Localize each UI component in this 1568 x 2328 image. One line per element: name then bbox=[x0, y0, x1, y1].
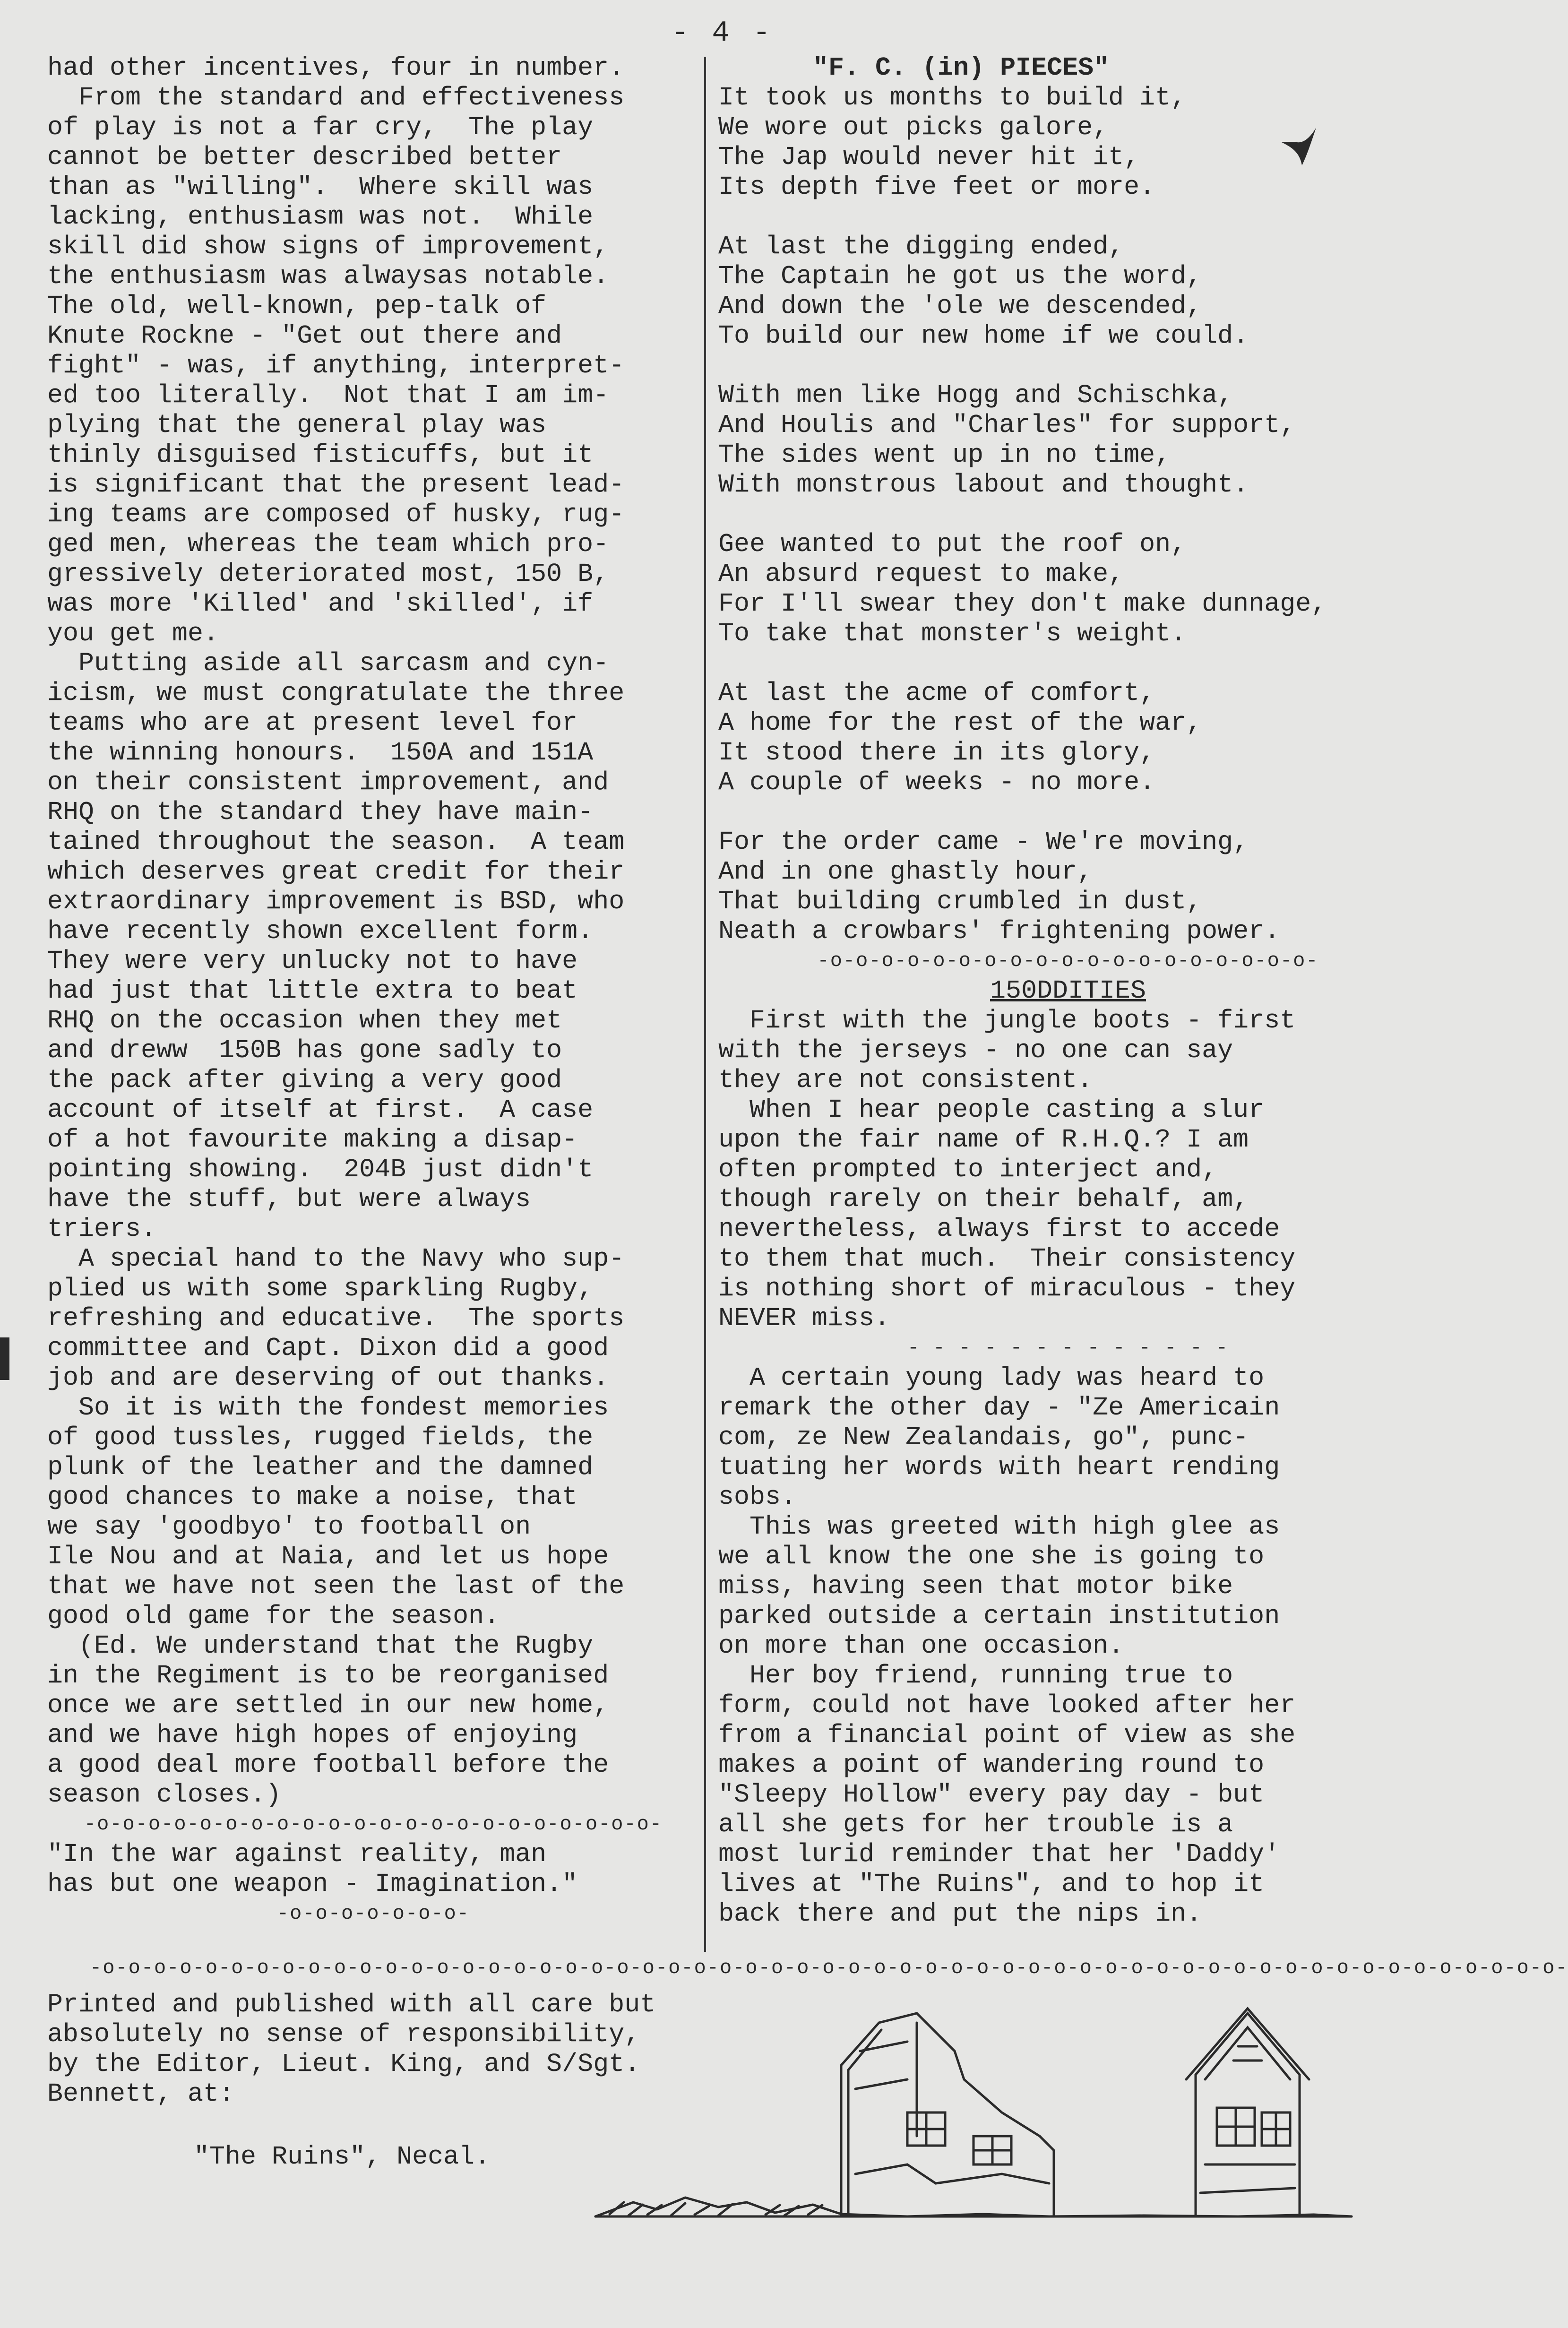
page-number: - 4 - bbox=[671, 16, 774, 50]
separator-line: -o-o-o-o-o-o-o-o-o-o-o-o-o-o-o-o-o-o-o- bbox=[817, 949, 1319, 972]
oddities-line: upon the fair name of R.H.Q.? I am bbox=[718, 1125, 1249, 1155]
poem-line: It stood there in its glory, bbox=[718, 738, 1155, 767]
oddities-line: they are not consistent. bbox=[718, 1065, 1093, 1095]
oddities-line: com, ze New Zealandais, go", punc- bbox=[718, 1423, 1249, 1452]
poem-line: And Houlis and "Charles" for support, bbox=[718, 410, 1296, 440]
article-line: gressively deteriorated most, 150 B, bbox=[47, 559, 609, 589]
poem bbox=[718, 83, 1418, 946]
oddities-line: When I hear people casting a slur bbox=[718, 1095, 1265, 1125]
poem-line: With monstrous labout and thought. bbox=[718, 470, 1249, 500]
article-line: than as "willing". Where skill was bbox=[47, 172, 594, 202]
article-line: RHQ on the occasion when they met bbox=[47, 1006, 562, 1035]
oddities-line: tuating her words with heart rending bbox=[718, 1452, 1280, 1482]
oddities-line: NEVER miss. bbox=[718, 1303, 890, 1333]
oddities-line: to them that much. Their consistency bbox=[718, 1244, 1296, 1274]
right-column bbox=[718, 53, 1418, 1929]
article-line: (Ed. We understand that the Rugby bbox=[47, 1631, 594, 1661]
article-line: the pack after giving a very good bbox=[47, 1065, 562, 1095]
poem-line: To take that monster's weight. bbox=[718, 619, 1187, 648]
article-line: of a hot favourite making a disap- bbox=[47, 1125, 578, 1155]
article-line: was more 'Killed' and 'skilled', if bbox=[47, 589, 594, 619]
poem-line: It took us months to build it, bbox=[718, 83, 1187, 112]
poem-line: Its depth five feet or more. bbox=[718, 172, 1155, 202]
article-line: The old, well-known, pep-talk of bbox=[47, 291, 547, 321]
full-width-separator: -o-o-o-o-o-o-o-o-o-o-o-o-o-o-o-o-o-o-o-o-o-o-o-o-o-o-o-o-o-o-o-o-o-o-o-o-o-o-o-o-o-o-o-o-o-o-o-o-o-o-o-o-o-o-o-o-o- bbox=[90, 1957, 1568, 1979]
ruins-drawing bbox=[577, 1994, 1370, 2240]
oddities-line: with the jerseys - no one can say bbox=[718, 1035, 1233, 1065]
stanza-gap bbox=[718, 202, 1418, 232]
oddities-line: remark the other day - "Ze Americain bbox=[718, 1393, 1280, 1423]
oddities-line: nevertheless, always first to accede bbox=[718, 1214, 1280, 1244]
article-line: of play is not a far cry, The play bbox=[47, 112, 594, 142]
stanza-gap bbox=[718, 500, 1418, 529]
oddities-line: makes a point of wandering round to bbox=[718, 1750, 1265, 1780]
oddities-line: miss, having seen that motor bike bbox=[718, 1571, 1233, 1601]
article-line: of good tussles, rugged fields, the bbox=[47, 1423, 594, 1452]
oddities-line: First with the jungle boots - first bbox=[718, 1006, 1296, 1035]
poem-line: For the order came - We're moving, bbox=[718, 827, 1249, 857]
stanza-gap bbox=[718, 351, 1418, 380]
imprint-line: absolutely no sense of responsibility, bbox=[47, 2019, 640, 2049]
oddities-line: though rarely on their behalf, am, bbox=[718, 1184, 1249, 1214]
poem-line: And in one ghastly hour, bbox=[718, 857, 1093, 887]
article-line: have the stuff, but were always bbox=[47, 1184, 531, 1214]
article-line: tained throughout the season. A team bbox=[47, 827, 625, 857]
article-line: icism, we must congratulate the three bbox=[47, 678, 625, 708]
quote-line: has but one weapon - Imagination." bbox=[47, 1869, 578, 1899]
poem-line: At last the acme of comfort, bbox=[718, 678, 1155, 708]
oddities-line: This was greeted with high glee as bbox=[718, 1512, 1280, 1542]
article-line: the winning honours. 150A and 151A bbox=[47, 738, 594, 767]
article-line: had other incentives, four in number. bbox=[47, 53, 625, 83]
article-line: which deserves great credit for their bbox=[47, 857, 625, 887]
poem-line: An absurd request to make, bbox=[718, 559, 1124, 589]
separator-line: -o-o-o-o-o-o-o-o-o-o-o-o-o-o-o-o-o-o-o-o-o-o- bbox=[84, 1813, 663, 1836]
margin-mark bbox=[0, 1337, 9, 1380]
article-line: fight" - was, if anything, interpret- bbox=[47, 351, 625, 380]
article-line: job and are deserving of out thanks. bbox=[47, 1363, 609, 1393]
poem-line: The Captain he got us the word, bbox=[718, 261, 1202, 291]
article-line: refreshing and educative. The sports bbox=[47, 1303, 625, 1333]
article-line: Knute Rockne - "Get out there and bbox=[47, 321, 562, 351]
oddities-line: Her boy friend, running true to bbox=[718, 1661, 1233, 1690]
article-line: the enthusiasm was alwaysas notable. bbox=[47, 261, 609, 291]
separator-line: -o-o-o-o-o-o-o- bbox=[276, 1902, 470, 1925]
article-line: A special hand to the Navy who sup- bbox=[47, 1244, 625, 1274]
imprint-line: Bennett, at: bbox=[47, 2079, 235, 2109]
article-line: They were very unlucky not to have bbox=[47, 946, 578, 976]
article-line: teams who are at present level for bbox=[47, 708, 578, 738]
football-article bbox=[47, 53, 699, 1810]
oddities-line: back there and put the nips in. bbox=[718, 1899, 1202, 1929]
article-line: good chances to make a noise, that bbox=[47, 1482, 578, 1512]
poem-stanza bbox=[718, 380, 1418, 500]
poem-line: To build our new home if we could. bbox=[718, 321, 1249, 351]
article-line: triers. bbox=[47, 1214, 157, 1244]
article-line: you get me. bbox=[47, 619, 219, 648]
poem-line: For I'll swear they don't make dunnage, bbox=[718, 589, 1327, 619]
article-line: skill did show signs of improvement, bbox=[47, 232, 609, 261]
oddities-line: is nothing short of miraculous - they bbox=[718, 1274, 1296, 1303]
oddities-line: most lurid reminder that her 'Daddy' bbox=[718, 1839, 1280, 1869]
dash-separator: - - - - - - - - - - - - - bbox=[907, 1336, 1229, 1359]
article-line: and we have high hopes of enjoying bbox=[47, 1720, 578, 1750]
oddities-line: "Sleepy Hollow" every pay day - but bbox=[718, 1780, 1265, 1810]
poem-line: Gee wanted to put the roof on, bbox=[718, 529, 1187, 559]
article-line: ged men, whereas the team which pro- bbox=[47, 529, 609, 559]
poem-line: With men like Hogg and Schischka, bbox=[718, 380, 1233, 410]
poem-line: The Jap would never hit it, bbox=[718, 142, 1140, 172]
stanza-gap bbox=[718, 797, 1418, 827]
oddities-line: often prompted to interject and, bbox=[718, 1155, 1218, 1184]
poem-line: A couple of weeks - no more. bbox=[718, 767, 1155, 797]
article-line: plunk of the leather and the damned bbox=[47, 1452, 594, 1482]
article-line: ed too literally. Not that I am im- bbox=[47, 380, 609, 410]
article-line: on their consistent improvement, and bbox=[47, 767, 609, 797]
oddities-line: sobs. bbox=[718, 1482, 797, 1512]
poem-line: And down the 'ole we descended, bbox=[718, 291, 1202, 321]
article-line: lacking, enthusiasm was not. While bbox=[47, 202, 594, 232]
poem-line: Neath a crowbars' frightening power. bbox=[718, 916, 1280, 946]
article-line: that we have not seen the last of the bbox=[47, 1571, 625, 1601]
oddities-line: we all know the one she is going to bbox=[718, 1542, 1265, 1571]
imprint-place: "The Ruins", Necal. bbox=[194, 2142, 491, 2172]
article-line: RHQ on the standard they have main- bbox=[47, 797, 594, 827]
article-line: season closes.) bbox=[47, 1780, 282, 1810]
oddities-line: from a financial point of view as she bbox=[718, 1720, 1296, 1750]
poem-stanza bbox=[718, 232, 1418, 351]
poem-line: The sides went up in no time, bbox=[718, 440, 1171, 470]
oddities-line: A certain young lady was heard to bbox=[718, 1363, 1265, 1393]
oddities-line: form, could not have looked after her bbox=[718, 1690, 1296, 1720]
article-line: Ile Nou and at Naia, and let us hope bbox=[47, 1542, 609, 1571]
article-line: cannot be better described better bbox=[47, 142, 562, 172]
article-line: extraordinary improvement is BSD, who bbox=[47, 887, 625, 916]
oddities-line: on more than one occasion. bbox=[718, 1631, 1124, 1661]
article-line: is significant that the present lead- bbox=[47, 470, 625, 500]
article-line: ing teams are composed of husky, rug- bbox=[47, 500, 625, 529]
oddities-section-1 bbox=[718, 1006, 1418, 1333]
left-column bbox=[47, 53, 699, 1929]
article-line: Putting aside all sarcasm and cyn- bbox=[47, 648, 609, 678]
oddities-line: parked outside a certain institution bbox=[718, 1601, 1280, 1631]
imprint-line: by the Editor, Lieut. King, and S/Sgt. bbox=[47, 2049, 640, 2079]
article-line: plying that the general play was bbox=[47, 410, 547, 440]
article-line: plied us with some sparkling Rugby, bbox=[47, 1274, 594, 1303]
article-line: account of itself at first. A case bbox=[47, 1095, 594, 1125]
poem-stanza bbox=[718, 529, 1418, 648]
poem-stanza bbox=[718, 678, 1418, 797]
poem-line: A home for the rest of the war, bbox=[718, 708, 1202, 738]
column-divider bbox=[704, 57, 706, 1952]
oddities-line: all she gets for her trouble is a bbox=[718, 1810, 1233, 1839]
imprint-line: Printed and published with all care but bbox=[47, 1990, 656, 2019]
article-line: committee and Capt. Dixon did a good bbox=[47, 1333, 609, 1363]
article-line: in the Regiment is to be reorganised bbox=[47, 1661, 609, 1690]
article-line: had just that little extra to beat bbox=[47, 976, 578, 1006]
article-line: we say 'goodbyo' to football on bbox=[47, 1512, 531, 1542]
article-line: So it is with the fondest memories bbox=[47, 1393, 609, 1423]
oddities-line: lives at "The Ruins", and to hop it bbox=[718, 1869, 1265, 1899]
poem-line: That building crumbled in dust, bbox=[718, 887, 1202, 916]
ink-mark bbox=[1276, 123, 1318, 175]
oddities-title: 150DDITIES bbox=[990, 976, 1146, 1006]
article-line: From the standard and effectiveness bbox=[47, 83, 625, 112]
poem-line: At last the digging ended, bbox=[718, 232, 1124, 261]
quote-line: "In the war against reality, man bbox=[47, 1839, 547, 1869]
poem-title: "F. C. (in) PIECES" bbox=[813, 53, 1110, 83]
article-line: a good deal more football before the bbox=[47, 1750, 609, 1780]
article-line: pointing showing. 204B just didn't bbox=[47, 1155, 594, 1184]
article-line: thinly disguised fisticuffs, but it bbox=[47, 440, 594, 470]
stanza-gap bbox=[718, 648, 1418, 678]
poem-line: We wore out picks galore, bbox=[718, 112, 1109, 142]
article-line: have recently shown excellent form. bbox=[47, 916, 594, 946]
article-line: and dreww 150B has gone sadly to bbox=[47, 1035, 562, 1065]
article-line: once we are settled in our new home, bbox=[47, 1690, 609, 1720]
article-line: good old game for the season. bbox=[47, 1601, 500, 1631]
oddities-section-2 bbox=[718, 1363, 1418, 1929]
poem-stanza bbox=[718, 827, 1418, 946]
